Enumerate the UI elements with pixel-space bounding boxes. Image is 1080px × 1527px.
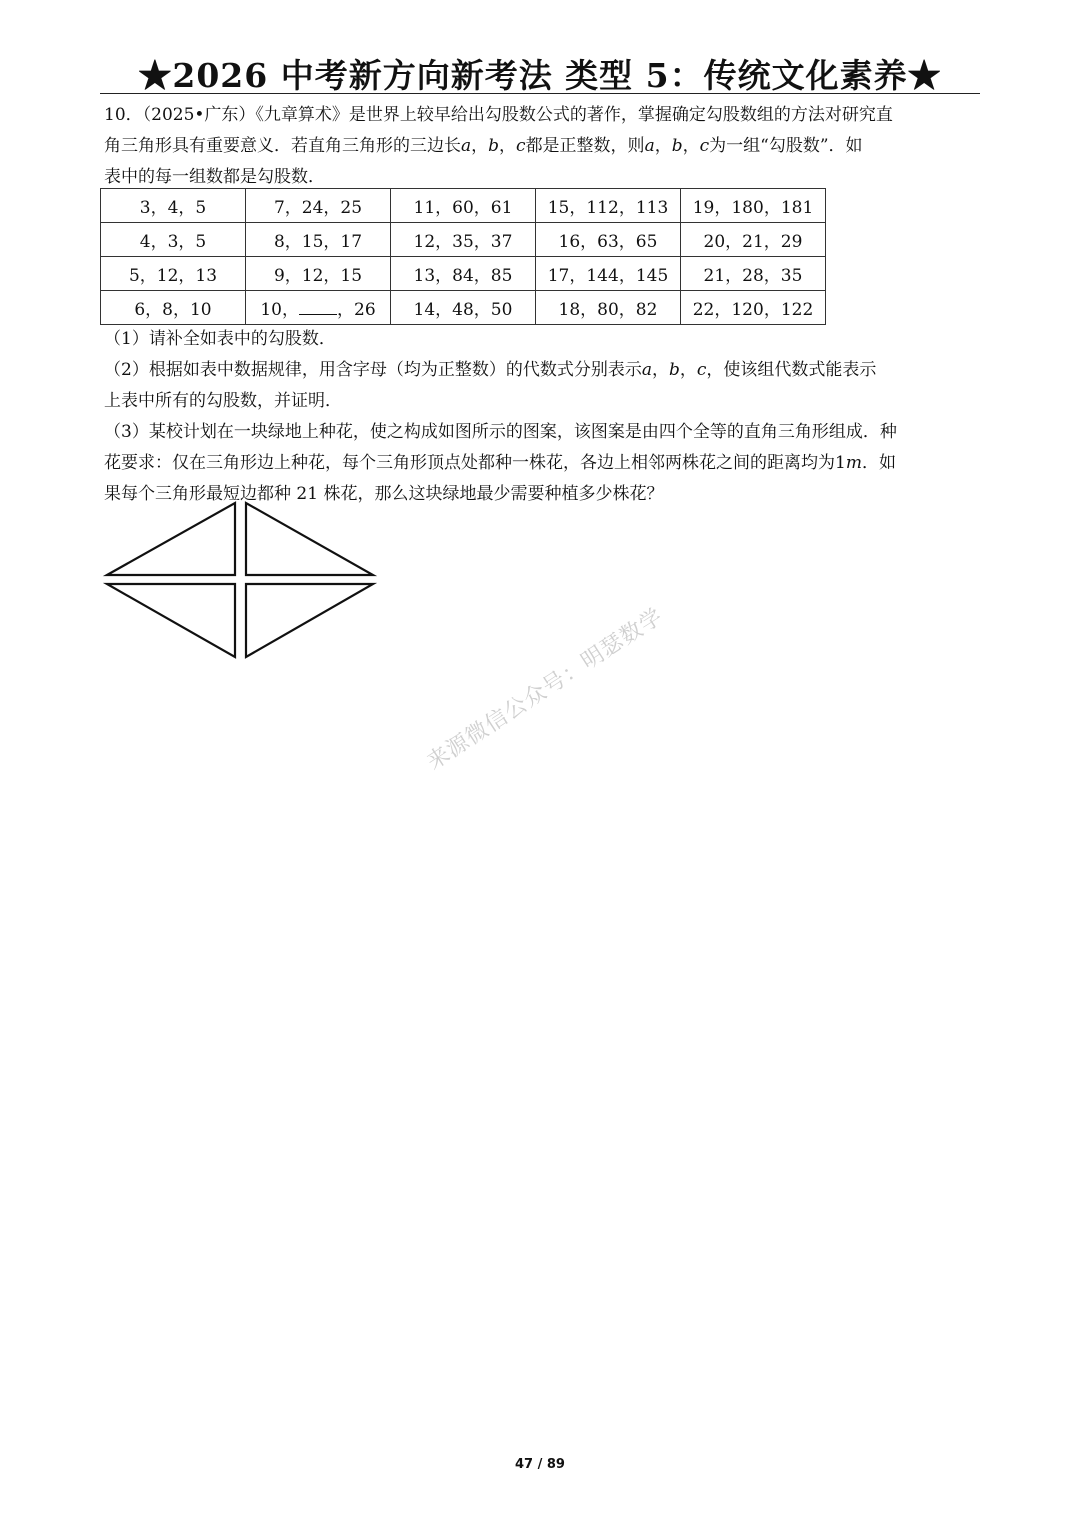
intro-line-2: 角三角形具有重要意义．若直角三角形的三边长a，b，c都是正整数，则a，b，c为一组“勾股数”．如: [104, 136, 863, 156]
table-cell: 15，112，113: [536, 189, 681, 223]
question-1: （1）请补全如表中的勾股数．: [104, 329, 336, 349]
question-3-line-3: 果每个三角形最短边都种 21 株花，那么这块绿地最少需要种植多少株花？: [104, 484, 664, 504]
table-cell: 22，120，122: [681, 291, 826, 325]
table-row: [101, 291, 826, 325]
table-cell: 20，21，29: [681, 223, 826, 257]
table-cell: 8，15，17: [246, 223, 391, 257]
intro-line-1: 10．（2025•广东）《九章算术》是世界上较早给出勾股数公式的著作，掌握确定勾股数组的方法对研究直: [104, 105, 893, 125]
four-triangles-figure: [100, 500, 380, 662]
table-cell: 19，180，181: [681, 189, 826, 223]
pythagorean-triples-table: [100, 188, 826, 325]
table-cell: 3，4，5: [101, 189, 246, 223]
header-divider: [100, 93, 980, 94]
table-row: [101, 223, 826, 257]
triangle-top-right: [246, 503, 373, 575]
table-cell: 4，3，5: [101, 223, 246, 257]
intro-line-3: 表中的每一组数都是勾股数．: [104, 167, 325, 187]
table-cell: 14，48，50: [391, 291, 536, 325]
table-cell: 12，35，37: [391, 223, 536, 257]
table-row: [101, 189, 826, 223]
problem-intro: [104, 100, 980, 193]
page-header-title: ★2026 中考新方向新考法 类型 5：传统文化素养★: [138, 56, 942, 95]
table-cell: 13，84，85: [391, 257, 536, 291]
table-cell: 11，60，61: [391, 189, 536, 223]
page-number: 47 / 89: [515, 1457, 565, 1472]
watermark-text: 来源微信公众号：明瑟数学: [422, 603, 668, 776]
triangle-bottom-left: [107, 584, 235, 657]
sub-questions: [104, 324, 980, 510]
table-cell: 17，144，145: [536, 257, 681, 291]
table-cell: 21，28，35: [681, 257, 826, 291]
table-cell: 7，24，25: [246, 189, 391, 223]
question-3-line-1: （3）某校计划在一块绿地上种花，使之构成如图所示的图案，该图案是由四个全等的直角三角形组成．种: [104, 422, 897, 442]
triangle-top-left: [107, 503, 235, 575]
table-cell: 16，63，65: [536, 223, 681, 257]
table-cell: 18，80，82: [536, 291, 681, 325]
table-cell: 9，12，15: [246, 257, 391, 291]
question-3-line-2: 花要求：仅在三角形边上种花，每个三角形顶点处都种一株花，各边上相邻两株花之间的距离均为1m．如: [104, 453, 896, 473]
fill-in-blank[interactable]: [299, 300, 337, 315]
question-2-line-2: 上表中所有的勾股数，并证明．: [104, 391, 342, 411]
table-cell-blank: 10， ，26: [246, 291, 391, 325]
table-cell: 6，8，10: [101, 291, 246, 325]
triangle-bottom-right: [246, 584, 373, 657]
table-row: [101, 257, 826, 291]
question-2-line-1: （2）根据如表中数据规律，用含字母（均为正整数）的代数式分别表示a，b，c，使该组代数式能表示: [104, 360, 877, 380]
table-cell: 5，12，13: [101, 257, 246, 291]
